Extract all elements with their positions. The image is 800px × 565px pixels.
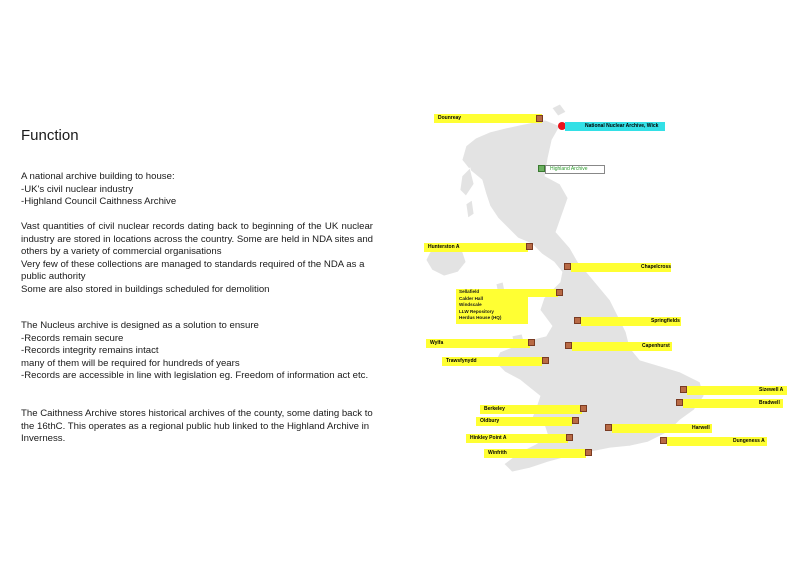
site-marker [585,449,592,456]
site-label: Sellafield [459,289,480,294]
site-label-oldbury: Oldbury [476,417,572,426]
text-line: Vast quantities of civil nuclear records dating back to beginning of the UK nuclear industry are stored in locations across the country. Some are held in NDA sites and others by a variety of commercial organisations [21,221,373,258]
site-marker [676,399,683,406]
site-label-capenhurst: Capenhurst [572,342,672,351]
site-label-hunterston-a: Hunterston A [424,243,528,252]
text-line: -UK's civil nuclear industry [21,183,134,195]
site-marker [565,342,572,349]
text-line: -Highland Council Caithness Archive [21,196,177,208]
text-line: many of them will be required for hundreds of years [21,357,240,369]
site-marker [572,417,579,424]
site-marker [538,165,545,172]
site-marker [528,339,535,346]
site-label: LLW Repository [459,308,494,314]
site-label-sizewell-a: Sizewell A [687,386,787,395]
site-marker [605,424,612,431]
site-marker [536,115,543,122]
page-title: Function [21,127,79,144]
site-label-winfrith: Winfrith [484,449,586,458]
text-line: -Records are accessible in line with legislation eg. Freedom of information act etc. [21,370,369,382]
sellafield-leader [510,289,558,297]
site-label-dungeness-a: Dungeness A [667,437,767,446]
text-line: The Nucleus archive is designed as a solution to ensure [21,320,259,331]
text-line: -Records remain secure [21,332,124,344]
site-marker [526,243,533,250]
site-marker [556,289,563,296]
text-line: The Caithness Archive stores historical archives of the county, some dating back to the 16thC. This operates as a regional public hub linked to the Highland Archive in Inverness. [21,408,373,445]
site-label-harwell: Harwell [612,424,712,433]
site-marker [680,386,687,393]
site-label-dounreay: Dounreay [434,114,542,123]
site-label: Windscale [459,302,482,308]
site-label-bradwell: Bradwell [683,399,783,408]
site-label-hinkley-point-a: Hinkley Point A [466,434,568,443]
site-label-berkeley: Berkeley [480,405,582,414]
text-line: -Records integrity remains intact [21,345,159,357]
site-marker [574,317,581,324]
site-label-highland-archive: Highland Archive [545,165,605,174]
text-line: Very few of these collections are managed to standards required of the NDA as a public authority [21,258,365,283]
site-label: Herdus House (HQ) [459,315,502,321]
site-label-chapelcross: Chapelcross [571,263,671,272]
site-marker [580,405,587,412]
site-label-trawsfynydd: Trawsfynydd [442,357,542,366]
site-marker [564,263,571,270]
site-marker [660,437,667,444]
site-label-wylfa: Wylfa [426,339,530,348]
site-label-national-nuclear-archive: National Nuclear Archive, Wick [565,122,665,131]
site-marker [566,434,573,441]
site-label-springfields: Springfields [581,317,681,326]
text-line: Some are also stored in buildings scheduled for demolition [21,283,270,295]
site-marker [542,357,549,364]
text-line: A national archive building to house: [21,171,175,182]
site-label: Calder Hall [459,295,483,301]
